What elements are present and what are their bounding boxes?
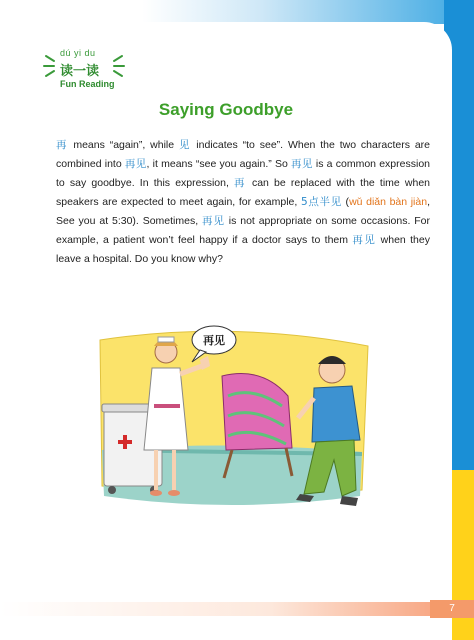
page-title: Saying Goodbye [158,100,294,119]
chinese-term: 再见 [291,158,313,170]
pinyin-term: wǔ diǎn bàn jiàn [349,196,428,208]
text-run: can be replaced with the time when speakers are expected to meet again, for example, [56,177,430,208]
chinese-term: 再 [56,139,69,151]
fun-reading-logo [40,40,136,92]
text-run: when they leave a hospital. Do you know why? [56,234,430,265]
illustration-drawing [92,300,374,540]
hospital-illustration [92,300,374,540]
logo-subtitle: Fun Reading [60,79,115,89]
chinese-term: 再见 [352,234,377,246]
chinese-term: 再见 [124,158,147,170]
chinese-term: 见 [178,139,192,151]
logo-hanzi: 读一读 [60,64,100,79]
top-frame-band [0,0,474,24]
logo-pinyin: dú yi du [60,48,96,58]
bottom-strip [0,602,452,616]
text-run: ( [341,196,350,208]
text-run: is not appropriate on some occasions. For example, a patient won’t feel happy if a doctor says to them [56,215,430,246]
page-number: 7 [430,600,474,618]
body-paragraph [56,136,430,269]
chinese-term: 5点半见 [300,196,342,208]
text-run: is a common expression to say goodbye. In this expression, [56,158,431,189]
text-run: indicates “to see”. When the two characters are combined into [56,139,430,170]
speech-bubble-text: 再见 [203,334,225,347]
text-run: , it means “see you again.” So [146,158,292,170]
chinese-term: 再 [234,177,247,189]
chinese-term: 再见 [202,215,225,227]
text-run: , See you at 5:30). Sometimes, [56,196,430,227]
text-run: means “again”, while [68,139,179,151]
